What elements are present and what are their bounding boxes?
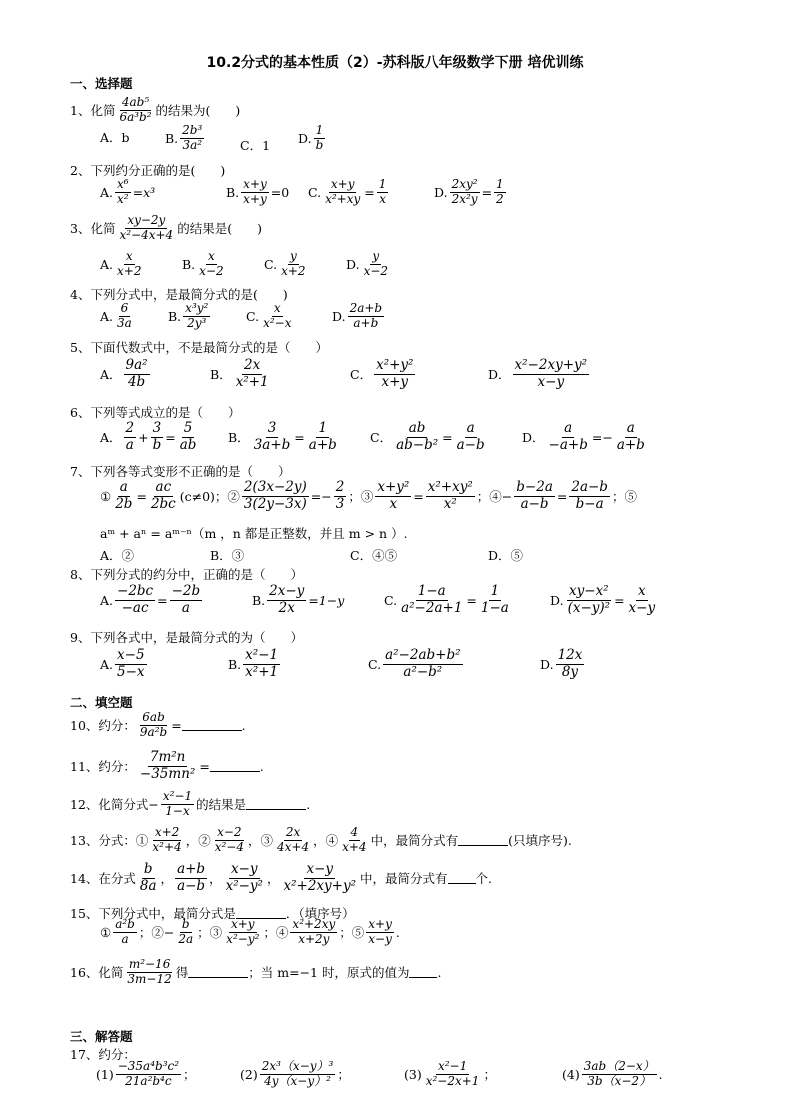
fraction [394, 421, 440, 453]
fraction [514, 480, 555, 512]
section-solve-heading: 三、解答题 [70, 1029, 133, 1044]
q2-option-a: A. $\frac{\text{x⁶}}{\text{x²}}$ =x³ [100, 177, 156, 206]
fraction-denominator: b [315, 137, 324, 152]
question-10: 10、约分： $\frac{6ab}{\text{9a²b}}$ = . [70, 710, 246, 739]
fraction-denominator: b−a [575, 495, 604, 512]
fraction-denominator: 8y [561, 663, 579, 680]
fraction-denominator: x²+1 [235, 373, 269, 390]
fraction-denominator: 8a [139, 877, 157, 894]
fraction-denominator: x²+xy [325, 191, 361, 206]
fraction [275, 826, 311, 855]
fraction-numerator: x−y [306, 861, 334, 877]
q9-option-b: B. $\frac{\text{x²−1}}{\text{x²+1}}$ [228, 647, 279, 680]
fraction [582, 1060, 657, 1089]
q6-option-b: B． $\frac{3}{3a+b}$ = $\frac{1}{a+b}$ [228, 420, 337, 453]
fraction-denominator: x+y [243, 191, 267, 206]
fraction-denominator: x²−y² [225, 877, 263, 894]
fraction-numerator: a [564, 420, 573, 436]
fraction-denominator: ab [179, 436, 197, 453]
fraction-denominator: a+b [308, 436, 337, 453]
fraction-denominator: ab−b² [396, 436, 439, 453]
fraction-numerator: x²−1 [437, 1059, 468, 1073]
fraction-numerator: x−2 [217, 825, 242, 839]
fraction [627, 584, 658, 616]
fraction [348, 302, 385, 331]
fraction [113, 918, 137, 947]
fraction-denominator: 3a² [182, 137, 203, 152]
fraction [366, 918, 394, 947]
fraction [115, 302, 134, 331]
fraction-numerator: 2x−y [269, 583, 305, 599]
q9-option-c: C. $\frac{\text{a²−2ab+b²}}{\text{a²−b²}}$ [368, 647, 461, 680]
q7-expression-5: aᵐ + aⁿ = aᵐ⁻ⁿ（m ，n 都是正整数，并且 m > n ）. [100, 526, 408, 541]
fraction-numerator: x+y² [377, 479, 410, 495]
q5-option-a: A． $\frac{\text{9a²}}{4b}$ [100, 357, 148, 390]
q17-part-1: (1) $\frac{\text{−35a⁴b³c²}}{\text{21a²b⁴c}}$ ； [96, 1059, 196, 1088]
fraction-numerator: 3 [152, 420, 162, 436]
fraction-numerator: a [119, 479, 128, 495]
q2-option-b: B. $\frac{x+y}{x+y}$ =0 [226, 177, 290, 206]
fraction [377, 178, 389, 207]
question-5: 5、下面代数式中，不是最简分式的是（ ） [70, 340, 328, 355]
fraction-denominator: x+4 [342, 839, 367, 854]
fraction-numerator: 2a−b [571, 479, 608, 495]
q3-option-d: D. $\frac{y}{x-2}$ [346, 249, 389, 278]
fraction-denominator: x²−4x+4 [119, 227, 174, 242]
fraction-denominator: 3m−12 [127, 971, 172, 986]
fraction [138, 862, 159, 894]
fraction-numerator: 2a+b [349, 301, 383, 315]
fraction-denominator: x²+1 [245, 663, 279, 680]
question-11: 11、约分： $\frac{\text{7m²n}}{\text{−35mn²}}$ = . [70, 749, 264, 782]
fraction-denominator: b [152, 436, 162, 453]
fraction [615, 421, 647, 453]
fraction-denominator: a+b [353, 315, 379, 330]
fraction-denominator: a [121, 931, 129, 946]
q7-option-b: B．③ [210, 548, 245, 563]
q12-answer-blank[interactable] [246, 798, 306, 810]
fraction-numerator: m²−16 [128, 957, 171, 971]
fraction [426, 480, 475, 512]
fraction-numerator: x²+2xy [292, 917, 336, 931]
fraction-numerator: 1 [378, 177, 387, 191]
fraction-numerator: x+2 [154, 825, 180, 839]
fraction-numerator: x³y² [185, 301, 209, 315]
fraction [455, 421, 487, 453]
question-3: 3、化简 $\frac{xy-2y}{\text{x²−4x+4}}$ 的结果是( ) [70, 213, 262, 242]
fraction-denominator: 3 [335, 495, 345, 512]
section-choice-heading: 一、选择题 [70, 76, 133, 91]
q4-option-c: C. $\frac{x}{\text{x²−x}}$ [246, 301, 292, 330]
fraction [176, 918, 195, 947]
fraction-numerator: 9a² [125, 357, 148, 373]
fraction-denominator: −35mn² [139, 765, 196, 782]
fraction [183, 302, 210, 331]
q6-option-c: C． $\frac{ab}{\text{ab−b²}}$ = $\frac{a}{a-b}$ [370, 420, 485, 453]
fraction-numerator: x+y [230, 917, 255, 931]
fraction [175, 862, 207, 894]
fraction [241, 178, 269, 207]
q6-option-a: A． $\frac{2}{a}$ + $\frac{3}{b}$ = $\frac{5}{ab}$ [100, 420, 197, 453]
fraction-numerator: 1−a [417, 583, 446, 599]
fraction-numerator: 4 [350, 825, 359, 839]
fraction-denominator: 3b（x−2） [587, 1073, 652, 1088]
fraction-denominator: x−y [368, 931, 392, 946]
fraction-denominator: x²+2xy+y² [283, 877, 357, 894]
q2-option-d: D. $\frac{\text{2xy²}}{\text{2x²y}}$ = $\frac{1}{2}$ [434, 177, 504, 206]
fraction [125, 958, 173, 987]
fraction-denominator: 2x²y [451, 191, 478, 206]
q3-option-b: B. $\frac{x}{x-2}$ [182, 249, 224, 278]
fraction-numerator: x+y [243, 177, 267, 191]
fraction-numerator: b−2a [516, 479, 553, 495]
fraction-numerator: a²−2ab+b² [385, 647, 461, 663]
fraction [150, 826, 183, 855]
fraction-denominator: x [379, 191, 386, 206]
fraction-numerator: 2x [285, 825, 301, 839]
fraction-denominator: x+2 [281, 263, 306, 278]
fraction-numerator: 7m²n [149, 749, 186, 765]
q4-option-b: B. $\frac{\text{x³y²}}{\text{2y³}}$ [168, 301, 209, 330]
fraction [151, 421, 164, 453]
fraction [149, 480, 178, 512]
fraction-denominator: a²−b² [403, 663, 443, 680]
question-16: 16、化简 $\frac{\text{m²−16}}{3m-12}$ 得 ；当 m=−1 时，原式的值为 . [70, 957, 442, 986]
fraction-numerator: x+y [330, 177, 355, 191]
fraction-numerator: 2 [335, 479, 345, 495]
q3-option-c: C. $\frac{y}{x+2}$ [264, 249, 306, 278]
fraction-denominator: 2bc [150, 495, 176, 512]
fraction [362, 250, 390, 279]
question-7: 7、下列各等式变形不正确的是（ ） [70, 464, 291, 479]
fraction [290, 918, 337, 947]
fraction-numerator: 1 [318, 420, 328, 436]
fraction-numerator: xy−2y [127, 213, 166, 227]
fraction-denominator: x+2y [298, 931, 330, 946]
fraction-denominator: 4y（x−y）² [264, 1073, 331, 1088]
fraction [178, 421, 199, 453]
fraction-numerator: y [289, 249, 297, 263]
fraction-denominator: a²−2a+1 [401, 599, 463, 616]
fraction-numerator: 2b³ [182, 123, 203, 137]
fraction [116, 1060, 181, 1089]
fraction-denominator: x² [117, 191, 129, 206]
fraction [260, 1060, 336, 1089]
fraction-denominator: x² [443, 495, 457, 512]
fraction-numerator: x²+xy² [427, 479, 473, 495]
fraction [556, 648, 585, 680]
q7-expressions: ① $\frac{a}{2b}$ = $\frac{ac}{2bc}$ (c≠0)；② $\frac{2(3x-2y)}{3(2y-3x)}$ =− $\frac{2}{3}$ ；③ $\frac{\text{x+y²}}{x}$ = $\frac{\text{x²+xy²}}{\text{x²}}$ ；④− $\frac{b-2a}{a-b}$ = $\frac{2a-b}{b-a}$ ；⑤ [100, 479, 637, 512]
fraction-denominator: x²−2x+1 [425, 1073, 480, 1088]
q9-option-d: D. $\frac{12x}{8y}$ [540, 647, 583, 680]
question-6: 6、下列等式成立的是（ ） [70, 405, 241, 420]
fraction-numerator: 5 [183, 420, 193, 436]
fraction-denominator: a−b [456, 436, 485, 453]
q1-option-b: B. $\frac{\text{2b³}}{\text{3a²}}$ [165, 123, 203, 152]
fraction-numerator: b [181, 917, 190, 931]
fraction-denominator: x²+4 [152, 839, 182, 854]
fraction [115, 250, 143, 279]
fraction [234, 358, 271, 390]
q15-options: ① $\frac{\text{a²b}}{a}$ ；②− $\frac{b}{2a}$ ；③ $\frac{x+y}{\text{x²−y²}}$ ；④ $\frac{\text{x²+2xy}}{x+2y}$ ；⑤ $\frac{x+y}{x-y}$ . [100, 917, 400, 946]
question-15: 15、下列分式中，最简分式是 ．（填序号） [70, 906, 355, 921]
fraction-numerator: 4ab⁵ [121, 95, 150, 109]
fraction-denominator: 6a³b² [119, 109, 152, 124]
q1-option-c: C．1 [240, 138, 271, 153]
fraction-denominator: 2a [178, 931, 194, 946]
q5-option-d: D． $\frac{\text{x²−2xy+y²}}{x-y}$ [488, 357, 588, 390]
fraction-numerator: 2xy² [451, 177, 478, 191]
fraction-denominator: 9a²b [139, 724, 168, 739]
fraction-numerator: −35a⁴b³c² [117, 1059, 180, 1073]
fraction-denominator: x−2 [199, 263, 224, 278]
question-2: 2、下列约分正确的是( ) [70, 163, 226, 178]
fraction-numerator: 1 [496, 177, 504, 191]
fraction-numerator: x [125, 249, 133, 263]
fraction-denominator: (x−y)² [567, 599, 611, 616]
fraction-denominator: a−b [177, 877, 206, 894]
fraction-numerator: x [208, 249, 215, 263]
fraction-denominator: −a+b [548, 436, 588, 453]
fraction-denominator: x²−x [263, 315, 292, 330]
fraction [124, 421, 137, 453]
fraction-numerator: 6 [120, 301, 129, 315]
fraction [224, 862, 265, 894]
fraction-numerator: x²−1 [162, 789, 193, 803]
fraction-denominator: 4b [127, 373, 146, 390]
fraction-numerator: x²−1 [245, 647, 279, 663]
fraction-numerator: a²b [115, 917, 135, 931]
fraction [566, 584, 613, 616]
fraction [252, 421, 293, 453]
fraction [197, 250, 225, 279]
fraction [115, 178, 131, 207]
fraction-numerator: x [638, 583, 646, 599]
fraction [513, 358, 590, 390]
fraction [243, 648, 280, 680]
fraction [138, 750, 197, 782]
fraction [213, 826, 246, 855]
q8-option-d: D. $\frac{\text{xy−x²}}{\text{(x−y)²}}$ = $\frac{x}{x-y}$ [550, 583, 656, 616]
fraction-numerator: b [143, 861, 153, 877]
q6-option-d: D． $\frac{a}{-a+b}$ =− $\frac{a}{a+b}$ [522, 420, 645, 453]
fraction-denominator: 3(2y−3x) [243, 495, 307, 512]
fraction [267, 584, 306, 616]
fraction-numerator: x²+y² [376, 357, 414, 373]
fraction [170, 584, 203, 616]
question-14: 14、在分式 $\frac{b}{8a}$ ， $\frac{a+b}{a-b}$ ， $\frac{x-y}{\text{x²−y²}}$ ， $\frac{x-y}{\text{x²+2xy+y²}}$ 中，最简分式有 个. [70, 861, 493, 894]
question-1: 1、化简 $\frac{\text{4ab⁵}}{\text{6a³b²}}$ 的结果为( ) [70, 95, 241, 124]
fraction-denominator: a [125, 436, 134, 453]
fraction-denominator: x²−4 [214, 839, 244, 854]
fraction-denominator: a−b [520, 495, 549, 512]
fraction-numerator: a+b [177, 861, 206, 877]
fraction-denominator: 3a+b [253, 436, 291, 453]
question-4: 4、下列分式中，是最简分式的是( ) [70, 287, 288, 302]
q5-option-b: B． $\frac{2x}{\text{x²+1}}$ [210, 357, 269, 390]
q4-option-d: D. $\frac{2a+b}{a+b}$ [332, 301, 383, 330]
fraction-numerator: 6ab [142, 710, 165, 724]
q10-answer-blank[interactable] [182, 719, 242, 731]
q16-answer-blank-1[interactable] [188, 966, 248, 978]
fraction [334, 480, 347, 512]
fraction-denominator: 1−x [165, 803, 190, 818]
fraction [547, 421, 590, 453]
fraction-numerator: 3ab（2−x） [583, 1059, 655, 1073]
fraction-denominator: 2y³ [187, 315, 207, 330]
q7-option-c: C．④⑤ [350, 548, 398, 563]
fraction-numerator: x−5 [117, 647, 145, 663]
fraction-numerator: 2x³（x−y）³ [261, 1059, 334, 1073]
fraction-denominator: 4x+4 [277, 839, 310, 854]
fraction-denominator: x+2 [117, 263, 142, 278]
fraction-numerator: x²−2xy+y² [514, 357, 588, 373]
q4-option-a: A. $\frac{6}{3a}$ [100, 301, 132, 330]
fraction-numerator: x+y [368, 917, 392, 931]
q17-part-2: (2) $\frac{\text{2x³（x−y）³}}{\text{4y（x−y）²}}$ ； [240, 1059, 350, 1088]
fraction-numerator: xy−x² [569, 583, 609, 599]
q9-option-a: A. $\frac{x-5}{5-x}$ [100, 647, 145, 680]
fraction-denominator: 2x [278, 599, 295, 616]
fraction-numerator: x [273, 301, 281, 315]
q7-option-d: D．⑤ [488, 548, 524, 563]
fraction [424, 1060, 482, 1089]
fraction [180, 124, 204, 153]
fraction [117, 214, 175, 243]
fraction [569, 480, 610, 512]
fraction-numerator: 2(3x−2y) [243, 479, 307, 495]
fraction-numerator: −2bc [117, 583, 154, 599]
fraction [399, 584, 464, 616]
fraction [340, 826, 368, 855]
q11-answer-blank[interactable] [210, 760, 260, 772]
q1-option-a: A．b [100, 130, 130, 145]
question-13: 13、分式：① $\frac{x+2}{\text{x²+4}}$ ，② $\frac{x-2}{\text{x²−4}}$ ，③ $\frac{2x}{4x+4}$ ，④ $\frac{4}{x+4}$ 中，最简分式有 (只填序号). [70, 825, 572, 854]
fraction [242, 480, 309, 512]
q17-part-4: (4) $\frac{3ab(2-x)}{3b(x-2)}$ . [562, 1059, 663, 1088]
fraction [383, 648, 462, 680]
fraction-numerator: a [466, 420, 475, 436]
fraction-denominator: 3a [117, 315, 132, 330]
fraction [494, 178, 506, 207]
fraction [450, 178, 480, 207]
fraction-numerator: 3 [267, 420, 277, 436]
fraction-denominator: x−y [628, 599, 656, 616]
q16-answer-blank-2[interactable] [409, 966, 437, 978]
fraction [124, 358, 150, 390]
q1-fraction [117, 96, 153, 125]
fraction [479, 584, 511, 616]
fraction-numerator: 2 [125, 420, 135, 436]
fraction [115, 584, 155, 616]
fraction-numerator: x−y [231, 861, 258, 877]
q14-answer-blank[interactable] [448, 872, 476, 884]
fraction-denominator: 2b [115, 495, 133, 512]
page-title: 10.2分式的基本性质（2）-苏科版八年级数学下册 培优训练 [206, 55, 584, 71]
fraction [375, 480, 411, 512]
fraction-numerator: 1 [490, 583, 500, 599]
question-9: 9、下列各式中，是最简分式的为（ ） [70, 630, 303, 645]
question-8: 8、下列分式的约分中，正确的是（ ） [70, 567, 303, 582]
fraction-denominator: 2 [496, 191, 504, 206]
fraction [161, 790, 194, 819]
fraction [279, 250, 307, 279]
q7-option-a: A．② [100, 548, 135, 563]
fraction [307, 421, 339, 453]
q2-option-c: C. $\frac{x+y}{\text{x²+xy}}$ = $\frac{1}{x}$ [308, 177, 387, 206]
fraction-numerator: x⁶ [117, 177, 129, 191]
fraction [224, 918, 261, 947]
q5-option-c: C． $\frac{\text{x²+y²}}{x+y}$ [350, 357, 414, 390]
fraction-denominator: x+y [381, 373, 409, 390]
fraction [113, 480, 134, 512]
fraction-denominator: 1−a [480, 599, 509, 616]
fraction [115, 648, 147, 680]
fraction-denominator: 21a²b⁴c [125, 1073, 172, 1088]
fraction-denominator: a [181, 599, 190, 616]
fraction-numerator: y [372, 249, 380, 263]
fraction-numerator: a [626, 420, 635, 436]
fraction-numerator: −2b [171, 583, 201, 599]
fraction [314, 124, 326, 153]
fraction-denominator: x²−y² [226, 931, 260, 946]
q1-option-d: D. $\frac{1}{b}$ [298, 123, 324, 152]
fraction-numerator: 12x [557, 647, 583, 663]
fraction-denominator: x [389, 495, 398, 512]
fraction-denominator: a+b [616, 436, 645, 453]
fraction-numerator: ac [155, 479, 172, 495]
fraction [138, 711, 169, 740]
fraction [261, 302, 293, 331]
fraction [282, 862, 359, 894]
fraction-numerator: 2x [244, 357, 261, 373]
fraction-denominator: x−y [537, 373, 565, 390]
q8-option-a: A. $\frac{-2bc}{-ac}$ = $\frac{-2b}{a}$ [100, 583, 201, 616]
q17-part-3: (3) $\frac{\text{x²−1}}{\text{x²−2x+1}}$ ； [404, 1059, 496, 1088]
fraction-numerator: ab [408, 420, 426, 436]
fraction-denominator: 5−x [117, 663, 145, 680]
question-17: 17、约分： [70, 1047, 136, 1062]
fraction-numerator: 1 [315, 123, 324, 137]
fraction-denominator: x−2 [363, 263, 389, 278]
fraction [323, 178, 362, 207]
section-fill-heading: 二、填空题 [70, 695, 133, 710]
question-12: 12、化简分式− $\frac{\text{x²−1}}{1-x}$ 的结果是 . [70, 789, 311, 818]
q8-option-b: B. $\frac{2x-y}{2x}$ =1−y [252, 583, 345, 616]
q3-option-a: A. $\frac{x}{x+2}$ [100, 249, 142, 278]
q8-option-c: C. $\frac{1-a}{\text{a²−2a+1}}$ = $\frac{1}{1-a}$ [384, 583, 509, 616]
fraction [374, 358, 415, 390]
q13-answer-blank[interactable] [458, 834, 508, 846]
fraction-denominator: −ac [121, 599, 149, 616]
